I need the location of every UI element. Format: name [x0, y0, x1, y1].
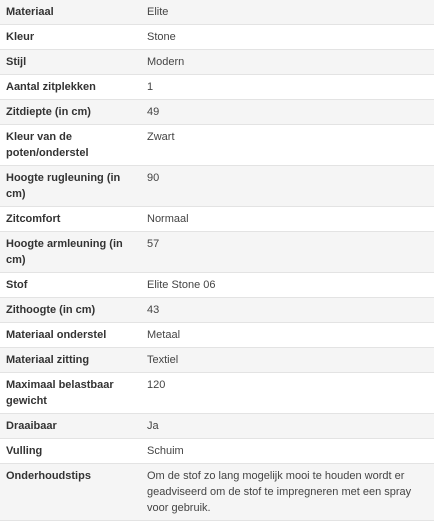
spec-row-materiaal-zitting [0, 348, 434, 373]
spec-label: Stijl [0, 50, 141, 75]
spec-label: Materiaal [0, 0, 141, 25]
spec-value: 90 [141, 166, 434, 207]
spec-label: Kleur van de poten/onderstel [0, 125, 141, 166]
spec-row-kleur [0, 25, 434, 50]
spec-row-onderhoudstips [0, 464, 434, 521]
spec-row-zitdiepte [0, 100, 434, 125]
spec-value: 120 [141, 373, 434, 414]
spec-value: Om de stof zo lang mogelijk mooi te houden wordt er geadviseerd om de stof te impregneren met een spray voor gebruik. [141, 464, 434, 521]
spec-label: Hoogte armleuning (in cm) [0, 232, 141, 273]
spec-value: Elite Stone 06 [141, 273, 434, 298]
spec-value: Stone [141, 25, 434, 50]
spec-label: Zitcomfort [0, 207, 141, 232]
spec-label: Maximaal belastbaar gewicht [0, 373, 141, 414]
spec-row-draaibaar [0, 414, 434, 439]
spec-row-materiaal-onderstel [0, 323, 434, 348]
spec-label: Zitdiepte (in cm) [0, 100, 141, 125]
spec-value: Metaal [141, 323, 434, 348]
spec-label: Vulling [0, 439, 141, 464]
spec-value: 57 [141, 232, 434, 273]
spec-value: Elite [141, 0, 434, 25]
spec-label: Zithoogte (in cm) [0, 298, 141, 323]
spec-row-vulling [0, 439, 434, 464]
spec-value: Textiel [141, 348, 434, 373]
spec-value: Modern [141, 50, 434, 75]
spec-row-aantal-zitplekken [0, 75, 434, 100]
spec-value: Zwart [141, 125, 434, 166]
spec-row-zithoogte [0, 298, 434, 323]
spec-label: Materiaal onderstel [0, 323, 141, 348]
spec-value: 43 [141, 298, 434, 323]
spec-value: 49 [141, 100, 434, 125]
spec-row-hoogte-rugleuning [0, 166, 434, 207]
spec-row-stijl [0, 50, 434, 75]
spec-row-stof [0, 273, 434, 298]
spec-value: Schuim [141, 439, 434, 464]
spec-row-maximaal-belastbaar-gewicht [0, 373, 434, 414]
spec-label: Stof [0, 273, 141, 298]
spec-row-zitcomfort [0, 207, 434, 232]
spec-label: Aantal zitplekken [0, 75, 141, 100]
spec-label: Hoogte rugleuning (in cm) [0, 166, 141, 207]
spec-label: Kleur [0, 25, 141, 50]
spec-label: Onderhoudstips [0, 464, 141, 521]
spec-value: 1 [141, 75, 434, 100]
spec-row-kleur-poten [0, 125, 434, 166]
spec-row-materiaal [0, 0, 434, 25]
spec-label: Materiaal zitting [0, 348, 141, 373]
spec-label: Draaibaar [0, 414, 141, 439]
spec-value: Normaal [141, 207, 434, 232]
spec-value: Ja [141, 414, 434, 439]
spec-row-hoogte-armleuning [0, 232, 434, 273]
